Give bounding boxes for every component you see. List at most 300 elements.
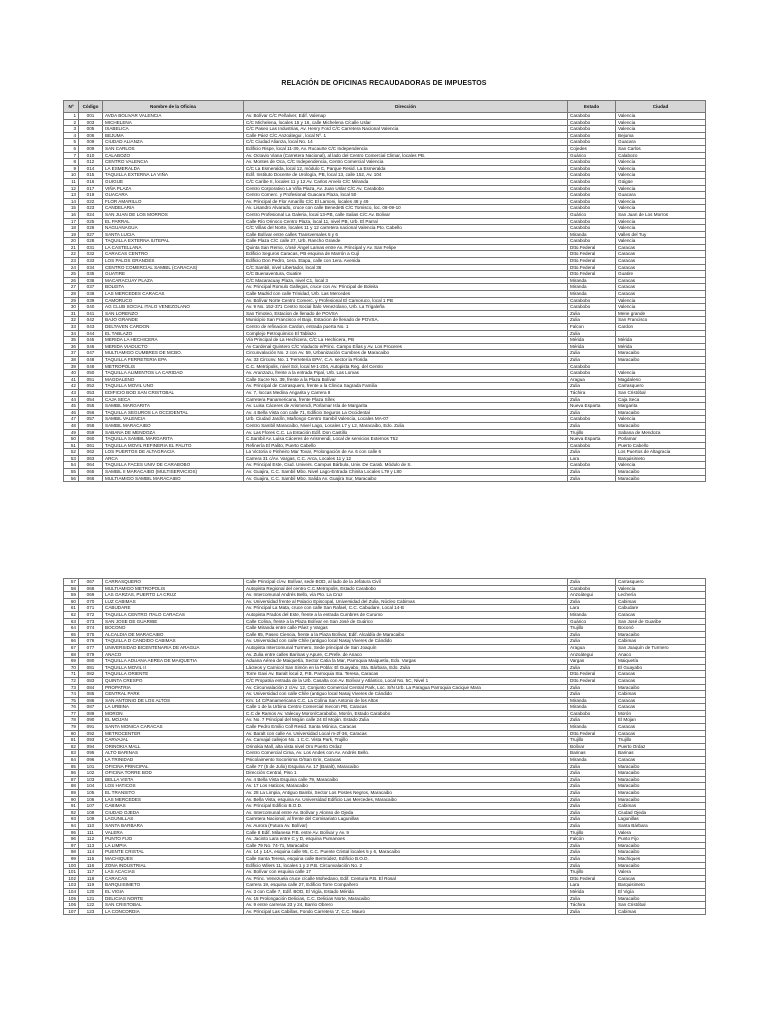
office-address: Circunvalación No. 2 con Av. 59, Urbanización Cumbres de Maracaibo xyxy=(244,350,568,357)
table-row xyxy=(64,717,706,724)
office-city: Maracaibo xyxy=(616,631,706,638)
office-city: Los Puertos de Altagracia xyxy=(616,449,706,456)
table-row xyxy=(64,882,706,889)
table-row xyxy=(64,710,706,717)
office-state: Guárico xyxy=(568,152,616,159)
office-city: Morón xyxy=(616,710,706,717)
row-number: 63 xyxy=(64,618,79,625)
office-state: Zulia xyxy=(568,908,616,915)
row-number: 89 xyxy=(64,790,79,797)
office-city: Valencia xyxy=(616,198,706,205)
office-address: Calle Madrid con calle Trinidad, Urb. Las Mercedes xyxy=(244,291,568,298)
office-state: Dtto.Federal xyxy=(568,730,616,737)
row-number: 68 xyxy=(64,651,79,658)
office-name: CANDELARIA xyxy=(103,205,244,212)
table-row xyxy=(64,119,706,126)
office-code: 120 xyxy=(79,888,103,895)
table-row xyxy=(64,724,706,731)
office-address: C/C Caribe II, locales 11 y 12 Av. Carlos Arvelo C/C Miranda xyxy=(244,178,568,185)
office-name: MACHIQUES xyxy=(103,855,244,862)
row-number: 81 xyxy=(64,737,79,744)
table-row xyxy=(64,126,706,133)
office-code: 045 xyxy=(79,337,103,344)
table-row xyxy=(64,849,706,856)
office-name: BARQUISIMETO xyxy=(103,882,244,889)
office-city: Magdaleno xyxy=(616,376,706,383)
table-row xyxy=(64,356,706,363)
office-address: C/C Buenaventura, Guatire xyxy=(244,271,568,278)
office-code: 052 xyxy=(79,383,103,390)
office-name: MACARACUAY PLAZA xyxy=(103,277,244,284)
office-address: Calle Río Orinoco Centro Plaza, local 11, nivel PB, Urb. El Parral xyxy=(244,218,568,225)
office-state: Falcón xyxy=(568,836,616,843)
row-number: 8 xyxy=(64,159,79,166)
row-number: 14 xyxy=(64,198,79,205)
office-name: ANACO xyxy=(103,651,244,658)
row-number: 105 xyxy=(64,895,79,902)
office-address: Av Cardenal Quintero C/C Viaducto e/Princ. Campo Elías y Av. Los Proceres xyxy=(244,343,568,350)
office-address: San Timoteo, Estacion de llenado de POVSA xyxy=(244,310,568,317)
office-name: CARACAS xyxy=(103,875,244,882)
office-state: Zulia xyxy=(568,638,616,645)
row-number: 76 xyxy=(64,704,79,711)
office-name: TAQUILLA FACES UNIV DE CARABOBO xyxy=(103,462,244,469)
office-city: Maracaibo xyxy=(616,770,706,777)
office-city: Caracas xyxy=(616,671,706,678)
office-code: 014 xyxy=(79,165,103,172)
row-number: 56 xyxy=(64,475,79,482)
office-city: Valencia xyxy=(616,119,706,126)
office-address: Av. 14 y 14A, esquina calle 95, C.C. Puente Cristal locales 5 y 6, Maracaibo xyxy=(244,849,568,856)
office-city: Valencia xyxy=(616,304,706,311)
office-city: Valencia xyxy=(616,165,706,172)
office-name: UNIVERSIDAD BICENTENARIA DE ARAGUA xyxy=(103,644,244,651)
office-state: Carabobo xyxy=(568,185,616,192)
office-city: Valencia xyxy=(616,159,706,166)
office-address: Av. Intercomunal Andrés Bello, vía Pto. La Cruz xyxy=(244,592,568,599)
table-row xyxy=(64,403,706,410)
table-row xyxy=(64,198,706,205)
table-row xyxy=(64,436,706,443)
table-row xyxy=(64,809,706,816)
office-name: SAMBIL MARACAIBO xyxy=(103,422,244,429)
office-address: Refinería El Palito, Puerto Cabello xyxy=(244,442,568,449)
office-city: Valencia xyxy=(616,370,706,377)
table-row xyxy=(64,449,706,456)
table-row xyxy=(64,139,706,146)
row-number: 40 xyxy=(64,370,79,377)
office-address: Av. Universidad con calle Chile (antiguo local Nasaj Viveres de Cándido xyxy=(244,691,568,698)
office-state: Zulia xyxy=(568,684,616,691)
office-state: Carabobo xyxy=(568,370,616,377)
office-name: SAN CRISTOBAL xyxy=(103,902,244,909)
office-code: 041 xyxy=(79,310,103,317)
row-number: 15 xyxy=(64,205,79,212)
office-code: 108 xyxy=(79,809,103,816)
office-name: SAN CARLOS xyxy=(103,145,244,152)
office-code: 012 xyxy=(79,159,103,166)
office-code: 084 xyxy=(79,684,103,691)
office-name: GUIGUE xyxy=(103,178,244,185)
office-code: 110 xyxy=(79,822,103,829)
office-name: ALCALDIA DE MARACAIBO xyxy=(103,631,244,638)
row-number: 34 xyxy=(64,330,79,337)
office-address: Av. Bolívar Norte Centro Comerc. y Profesional El Camoruco, local 1 PB xyxy=(244,297,568,304)
row-number: 11 xyxy=(64,178,79,185)
office-name: VIÑA PLAZA xyxy=(103,185,244,192)
row-number: 55 xyxy=(64,469,79,476)
office-city: Caracas xyxy=(616,730,706,737)
row-number: 94 xyxy=(64,822,79,829)
office-address: C/C Ciudad Alianza, local No. 14 xyxy=(244,139,568,146)
office-address: C/C Michelena, locales 15 y 16, calle Michelena C/calle Uslar xyxy=(244,119,568,126)
office-code: 009 xyxy=(79,145,103,152)
table-row xyxy=(64,277,706,284)
row-number: 1 xyxy=(64,113,79,120)
office-city: Santa Bárbara xyxy=(616,822,706,829)
office-code: 046 xyxy=(79,343,103,350)
office-state: Aragua xyxy=(568,376,616,383)
office-state: Zulia xyxy=(568,842,616,849)
office-code: 060 xyxy=(79,436,103,443)
office-city: Maracaibo xyxy=(616,790,706,797)
office-name: LA CONCORDIA xyxy=(103,908,244,915)
table-row xyxy=(64,297,706,304)
table-row xyxy=(64,902,706,909)
office-city: Caracas xyxy=(616,251,706,258)
row-number: 47 xyxy=(64,416,79,423)
office-address: Urb. Ciudad Jardín, Mañongo Centro Sambil Valencia, Locales MA-07 xyxy=(244,416,568,423)
office-state: Zulia xyxy=(568,717,616,724)
office-state: Miranda xyxy=(568,277,616,284)
office-name: PUNTO FIJO xyxy=(103,836,244,843)
office-city: Maracaibo xyxy=(616,776,706,783)
office-code: 032 xyxy=(79,251,103,258)
office-name: GUACARA xyxy=(103,192,244,199)
office-name: SAN JOSE DE GUARIBE xyxy=(103,618,244,625)
office-address: C.C. Metrópolis, nivel Sol, local M-1-204, Autopista Reg. del Centro xyxy=(244,363,568,370)
office-code: 074 xyxy=(79,625,103,632)
office-code: 017 xyxy=(79,185,103,192)
office-state: Carabobo xyxy=(568,178,616,185)
table-row xyxy=(64,218,706,225)
row-number: 85 xyxy=(64,763,79,770)
row-number: 79 xyxy=(64,724,79,731)
office-city: El Mojan xyxy=(616,717,706,724)
office-address: Av. Principal La Mata, cruce con calle San Rafael, C.C. Cabudare, Local 14-B xyxy=(244,605,568,612)
office-city: Güigüe xyxy=(616,178,706,185)
office-city: Maracaibo xyxy=(616,849,706,856)
office-state: Miranda xyxy=(568,611,616,618)
office-code: 106 xyxy=(79,796,103,803)
table-row xyxy=(64,770,706,777)
row-number: 86 xyxy=(64,770,79,777)
office-city: Cabimas xyxy=(616,908,706,915)
office-city: Carrasquero xyxy=(616,383,706,390)
table-row xyxy=(64,350,706,357)
office-city: Caracas xyxy=(616,875,706,882)
row-number: 96 xyxy=(64,836,79,843)
office-address: Edificio Don Pedro, 1era. Etapa, calle con 1era. Avenida xyxy=(244,258,568,265)
office-city: Maracaibo xyxy=(616,422,706,429)
office-city: Caracas xyxy=(616,244,706,251)
office-address: Centro Corporativo La Viña Plaza, Av. Juan Uslar C/C Av. Carabobo xyxy=(244,185,568,192)
table-row xyxy=(64,803,706,810)
row-number: 66 xyxy=(64,638,79,645)
office-name: CENTRAL PARK xyxy=(103,691,244,698)
office-name: FLOR AMARILLO xyxy=(103,198,244,205)
office-code: 096 xyxy=(79,757,103,764)
office-state: Lara xyxy=(568,882,616,889)
office-name: ISABELICA xyxy=(103,126,244,133)
office-city: Valencia xyxy=(616,238,706,245)
office-city: Boconó xyxy=(616,625,706,632)
office-city: Porlamar xyxy=(616,436,706,443)
office-city: Maracaibo xyxy=(616,842,706,849)
office-code: 027 xyxy=(79,231,103,238)
office-name: SANTA BARBARA xyxy=(103,822,244,829)
office-city: San Francisco xyxy=(616,317,706,324)
row-number: 36 xyxy=(64,343,79,350)
table-row xyxy=(64,178,706,185)
office-city: Valera xyxy=(616,869,706,876)
row-number: 99 xyxy=(64,855,79,862)
row-number: 27 xyxy=(64,284,79,291)
office-state: Táchira xyxy=(568,389,616,396)
office-code: 104 xyxy=(79,783,103,790)
office-city: Lechería xyxy=(616,592,706,599)
office-address: Calle Principal c/Av. Bolívar, sede BOD, al lado de la Jefatura Civil xyxy=(244,579,568,586)
office-name: EDIFICIO BOD SAN CRISTOBAL xyxy=(103,389,244,396)
office-address: Edificio Wilers 11, locales 1 y 2 P.B. Circunvalación No. 2 xyxy=(244,862,568,869)
table-row xyxy=(64,743,706,750)
office-address: Calle Páez C/C Anzoátegui , local Nº. 1 xyxy=(244,132,568,139)
table-row xyxy=(64,592,706,599)
row-number: 57 xyxy=(64,579,79,586)
table-row xyxy=(64,888,706,895)
office-state: Zulia xyxy=(568,763,616,770)
office-name: SANTA MONICA CARACAS xyxy=(103,724,244,731)
office-state: Zulia xyxy=(568,350,616,357)
office-name: TAQUILLA MOVIL UNO xyxy=(103,383,244,390)
office-address: Calle Miranda entre calle Páez y Vargas xyxy=(244,625,568,632)
row-number: 54 xyxy=(64,462,79,469)
table-row xyxy=(64,396,706,403)
table-row xyxy=(64,113,706,120)
table-row xyxy=(64,159,706,166)
office-code: 117 xyxy=(79,869,103,876)
office-address: Av. Universidad frente al Palacio Episcopal, Universidad del Zulia, Núcleo Cabimas xyxy=(244,598,568,605)
office-address: Av. Bolívar con esquina calle 17 xyxy=(244,869,568,876)
office-address: Av. 4 Bella Vista con calle 71, Edificio Seguros La Occidental xyxy=(244,409,568,416)
office-name: LA URBINA xyxy=(103,704,244,711)
office-address: Calle 8 Edif. Milanesa P.B. entre Av. Bolívar y Av. 9 xyxy=(244,829,568,836)
row-number: 25 xyxy=(64,271,79,278)
office-city: Trujillo xyxy=(616,737,706,744)
office-city: Lagunillas xyxy=(616,816,706,823)
office-state: Mérida xyxy=(568,888,616,895)
row-number: 18 xyxy=(64,225,79,232)
office-state: Carabobo xyxy=(568,304,616,311)
office-address: Av. 33 Circunv. No. 1 'Ferretería EPA', C.A. sector la Florida xyxy=(244,356,568,363)
office-city: Sabana de Mendoza xyxy=(616,429,706,436)
office-address: Av. 9 entre carreras 23 y 24, Barrio Obrero xyxy=(244,902,568,909)
office-name: LOS PUERTOS DE ALTAGRACIA xyxy=(103,449,244,456)
office-city: Valencia xyxy=(616,205,706,212)
office-address: Av. Intercomunal entre Av. Bolívar y Alonso de Ojeda xyxy=(244,809,568,816)
office-state: Zulia xyxy=(568,862,616,869)
office-address: Autopista Intercomunal Turmero, Sede principal de San Joaquín xyxy=(244,644,568,651)
table-row xyxy=(64,796,706,803)
office-state: Falcon xyxy=(568,324,616,331)
row-number: 31 xyxy=(64,310,79,317)
office-name: LAGUNILLAS xyxy=(103,816,244,823)
table-row xyxy=(64,783,706,790)
office-name: LOS HATICOS xyxy=(103,783,244,790)
office-name: OFICINA TORRE BOD xyxy=(103,770,244,777)
office-address: Calle Plaza C/C calle 27, Urb. Rancho Grande xyxy=(244,238,568,245)
office-state: Trujillo xyxy=(568,829,616,836)
row-number: 92 xyxy=(64,809,79,816)
office-state: Carabobo xyxy=(568,132,616,139)
office-code: 069 xyxy=(79,592,103,599)
row-number: 77 xyxy=(64,710,79,717)
office-state: Carabobo xyxy=(568,218,616,225)
row-number: 65 xyxy=(64,631,79,638)
office-city: San Carlos xyxy=(616,145,706,152)
row-number: 43 xyxy=(64,389,79,396)
office-address: Av. Las Flores C.C. La Estación Edif. Don Castillo xyxy=(244,429,568,436)
office-code: 081 xyxy=(79,664,103,671)
office-state: Miranda xyxy=(568,724,616,731)
row-number: 20 xyxy=(64,238,79,245)
row-number: 26 xyxy=(64,277,79,284)
office-address: Carretera Panamericana, frente Plaza Sílex xyxy=(244,396,568,403)
office-address: Edificio Seguros Caracas, PB esquina de Marrón a Cují xyxy=(244,251,568,258)
office-state: Zulia xyxy=(568,383,616,390)
office-code: 006 xyxy=(79,132,103,139)
table-row xyxy=(64,383,706,390)
row-number: 98 xyxy=(64,849,79,856)
office-name: CAMORUCO xyxy=(103,297,244,304)
row-number: 46 xyxy=(64,409,79,416)
table-row xyxy=(64,317,706,324)
office-code: 036 xyxy=(79,277,103,284)
office-name: BOCONO xyxy=(103,625,244,632)
office-city: Puerto Ordaz xyxy=(616,743,706,750)
office-name: LOS PALOS GRANDES xyxy=(103,258,244,265)
office-address: Av. Luisa Cáceres de Arismendi, Porlamar Isla de Margarita xyxy=(244,403,568,410)
office-city: Maiquetía xyxy=(616,658,706,665)
office-state: Zulia xyxy=(568,790,616,797)
row-number: 101 xyxy=(64,869,79,876)
office-name: QUINTA CRESPO xyxy=(103,677,244,684)
office-address: Av. 15 Prolongación Delicias, C.C. Delicias Norte, Maracaibo xyxy=(244,895,568,902)
office-state: Guárico xyxy=(568,211,616,218)
office-city: Caracas xyxy=(616,677,706,684)
table-row xyxy=(64,324,706,331)
office-code: 057 xyxy=(79,416,103,423)
table-row xyxy=(64,750,706,757)
row-number: 64 xyxy=(64,625,79,632)
office-code: 086 xyxy=(79,697,103,704)
table-row xyxy=(64,455,706,462)
office-city: Valencia xyxy=(616,297,706,304)
office-city: Caracas xyxy=(616,611,706,618)
row-number: 45 xyxy=(64,403,79,410)
office-address: C.Sambil Av. Luisa Cáceres de Arismendi, Local de servicios Externos T52 xyxy=(244,436,568,443)
row-number: 21 xyxy=(64,244,79,251)
table-row xyxy=(64,644,706,651)
office-address: Torre Gavi Av. Baralt local 2, P.B. Parroquia Sta. Teresa, Caracas xyxy=(244,671,568,678)
table-row xyxy=(64,638,706,645)
office-state: Carabobo xyxy=(568,139,616,146)
office-city: Caracas xyxy=(616,277,706,284)
row-number: 9 xyxy=(64,165,79,172)
office-address: Av. 7, loccas Medina Angarita y Carrera 8 xyxy=(244,389,568,396)
office-address: Centro Comerc. y Profesional Guacara Plaza, local 50 xyxy=(244,192,568,199)
row-number: 48 xyxy=(64,422,79,429)
table-row xyxy=(64,776,706,783)
office-state: Zulia xyxy=(568,475,616,482)
table-header-row xyxy=(64,101,706,113)
row-number: 91 xyxy=(64,803,79,810)
office-code: 090 xyxy=(79,717,103,724)
office-code: 083 xyxy=(79,677,103,684)
office-state: Dtto.Federal xyxy=(568,258,616,265)
row-number: 41 xyxy=(64,376,79,383)
office-code: 023 xyxy=(79,205,103,212)
office-address: Av. Aranzazu, frente a la entrada Pipal, Urb. Las Lomas xyxy=(244,370,568,377)
office-address: Av. Baralt con calle Av. Universidad Local m-2f-36, Caracas xyxy=(244,730,568,737)
row-number: 37 xyxy=(64,350,79,357)
office-state: Dtto.Federal xyxy=(568,251,616,258)
office-state: Lara xyxy=(568,455,616,462)
row-number: 24 xyxy=(64,264,79,271)
row-number: 88 xyxy=(64,783,79,790)
office-city: Cabimas xyxy=(616,803,706,810)
office-code: 003 xyxy=(79,119,103,126)
office-state: Zulia xyxy=(568,317,616,324)
office-city: Maracaibo xyxy=(616,684,706,691)
header-number: Nº xyxy=(64,101,79,113)
office-address: Av. 3 con Calle 7, Edif. BOD, El Vigía, Estado Mérida xyxy=(244,888,568,895)
office-address: Av. Principal Romulo Gallegos, cruce con Av. Principal de Boleita xyxy=(244,284,568,291)
office-address: Calle Colina, frente a la Plaza Bolívar en San José de Guárico xyxy=(244,618,568,625)
office-city: Valencia xyxy=(616,113,706,120)
office-name: SAMBIL II MARACAIBO (MULTISERVICIOS) xyxy=(103,469,244,476)
office-code: 010 xyxy=(79,152,103,159)
office-address: Calle Pedro Emilio Coll Resid. Santa Mónica, Caracas xyxy=(244,724,568,731)
office-state: Carabobo xyxy=(568,205,616,212)
office-code: 016 xyxy=(79,178,103,185)
office-name: TAQUILLA D CANDIDO CABIMAS xyxy=(103,638,244,645)
office-name: CENTRO VALENCIA xyxy=(103,159,244,166)
header-state: Estado xyxy=(568,101,616,113)
table-row xyxy=(64,145,706,152)
office-name: LA ESMERALDA xyxy=(103,165,244,172)
office-code: 059 xyxy=(79,429,103,436)
table-row xyxy=(64,291,706,298)
office-state: Carabobo xyxy=(568,238,616,245)
office-code: 056 xyxy=(79,409,103,416)
office-city: Barinas xyxy=(616,750,706,757)
office-name: BELLA VISTA xyxy=(103,776,244,783)
row-number: 74 xyxy=(64,691,79,698)
table-row xyxy=(64,271,706,278)
office-address: Carretera Nacional, al frente del Comisariato Lagunillas xyxy=(244,816,568,823)
table-row xyxy=(64,416,706,423)
